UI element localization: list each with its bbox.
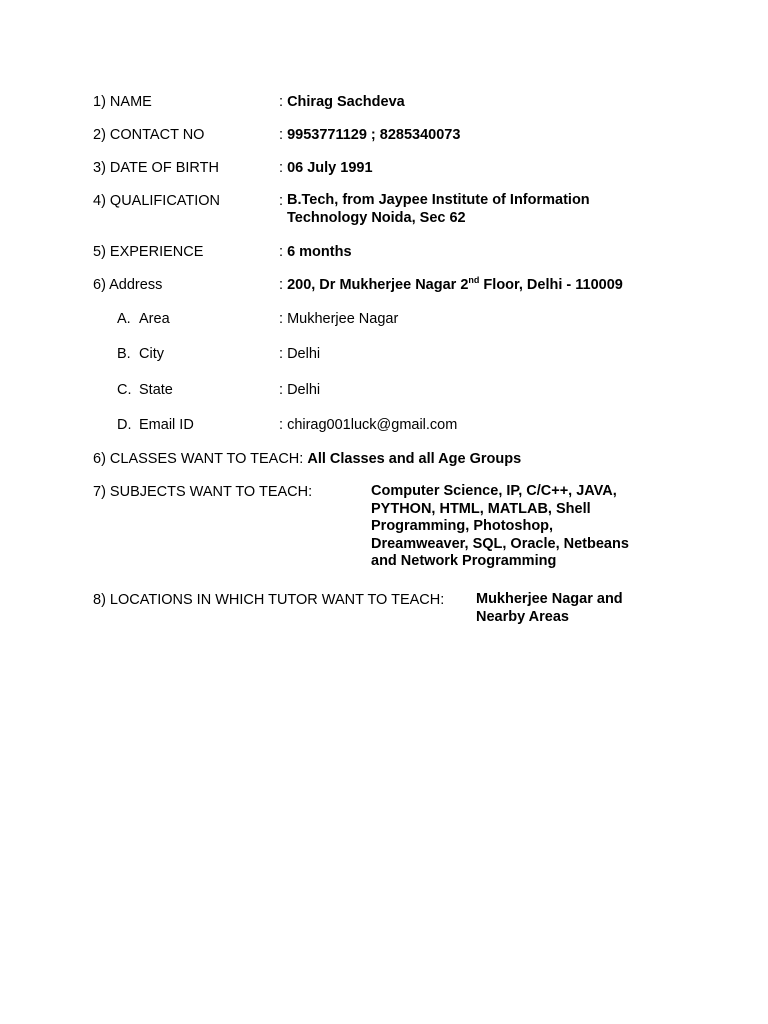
city-value: Delhi <box>287 346 321 362</box>
qualification-line: Technology Noida, Sec 62 <box>287 209 466 226</box>
subjects-value <box>371 483 629 571</box>
subjects-line: Dreamweaver, SQL, Oracle, Netbeans <box>371 535 629 552</box>
qualification-label: 4) QUALIFICATION <box>93 193 221 209</box>
address-part-marker: B. <box>117 346 131 362</box>
address-part-value <box>279 310 398 328</box>
locations-line: Nearby Areas <box>476 608 569 625</box>
address-part-value <box>279 345 320 363</box>
address-part-label: Area <box>139 311 170 327</box>
separator: : <box>279 244 284 260</box>
address-value-main: 200, Dr Mukherjee Nagar 2 <box>287 277 469 293</box>
name-separator <box>279 93 405 111</box>
subjects-line: and Network Programming <box>371 553 557 569</box>
address-part-marker: D. <box>117 417 132 433</box>
separator: : <box>279 127 284 143</box>
separator: : <box>279 277 284 293</box>
address-value-rest: Floor, Delhi - 110009 <box>479 277 623 293</box>
classes-value: All Classes and all Age Groups <box>307 451 522 467</box>
address-part-label: City <box>139 346 164 362</box>
locations-line: Mukherjee Nagar and <box>476 591 623 607</box>
separator: : <box>279 382 284 398</box>
qualification-line: B.Tech, from Jaypee Institute of Information <box>287 192 590 208</box>
address-label: 6) Address <box>93 277 163 293</box>
address-part-label: State <box>139 382 173 398</box>
subjects-line: Programming, Photoshop, <box>371 518 554 534</box>
address-part-value <box>279 381 320 399</box>
contact-row-value <box>279 126 460 144</box>
dob-value: 06 July 1991 <box>287 160 373 176</box>
subjects-line: PYTHON, HTML, MATLAB, Shell <box>371 500 591 517</box>
name-label: 1) NAME <box>93 94 152 110</box>
contact-label: 2) CONTACT NO <box>93 127 205 143</box>
separator: : <box>279 160 284 176</box>
address-value-ordinal: nd <box>468 275 480 285</box>
subjects-line: Computer Science, IP, C/C++, JAVA, <box>371 483 617 499</box>
separator: : <box>279 94 284 110</box>
address-part-marker: C. <box>117 382 132 398</box>
address-part-label: Email ID <box>139 417 194 433</box>
separator: : <box>279 346 284 362</box>
address-row-value <box>279 276 623 294</box>
locations-value <box>476 591 623 626</box>
email-value: chirag001luck@gmail.com <box>287 417 458 433</box>
state-value: Delhi <box>287 382 321 398</box>
name-value: Chirag Sachdeva <box>287 94 405 110</box>
address-part-value <box>279 416 457 434</box>
experience-row-value <box>279 243 352 261</box>
locations-label: 8) LOCATIONS IN WHICH TUTOR WANT TO TEACH: <box>93 592 445 608</box>
separator: : <box>279 417 284 433</box>
dob-label: 3) DATE OF BIRTH <box>93 160 219 176</box>
address-value <box>287 277 623 293</box>
qualification-value <box>287 192 590 227</box>
address-part-marker: A. <box>117 311 131 327</box>
area-value: Mukherjee Nagar <box>287 311 399 327</box>
contact-value: 9953771129 ; 8285340073 <box>287 127 461 143</box>
qualification-separator: : <box>279 193 284 209</box>
subjects-label: 7) SUBJECTS WANT TO TEACH: <box>93 484 313 500</box>
classes-row <box>93 450 521 468</box>
experience-value: 6 months <box>287 244 352 260</box>
classes-label: 6) CLASSES WANT TO TEACH: <box>93 451 304 467</box>
dob-row-value <box>279 159 373 177</box>
separator: : <box>279 311 284 327</box>
experience-label: 5) EXPERIENCE <box>93 244 204 260</box>
